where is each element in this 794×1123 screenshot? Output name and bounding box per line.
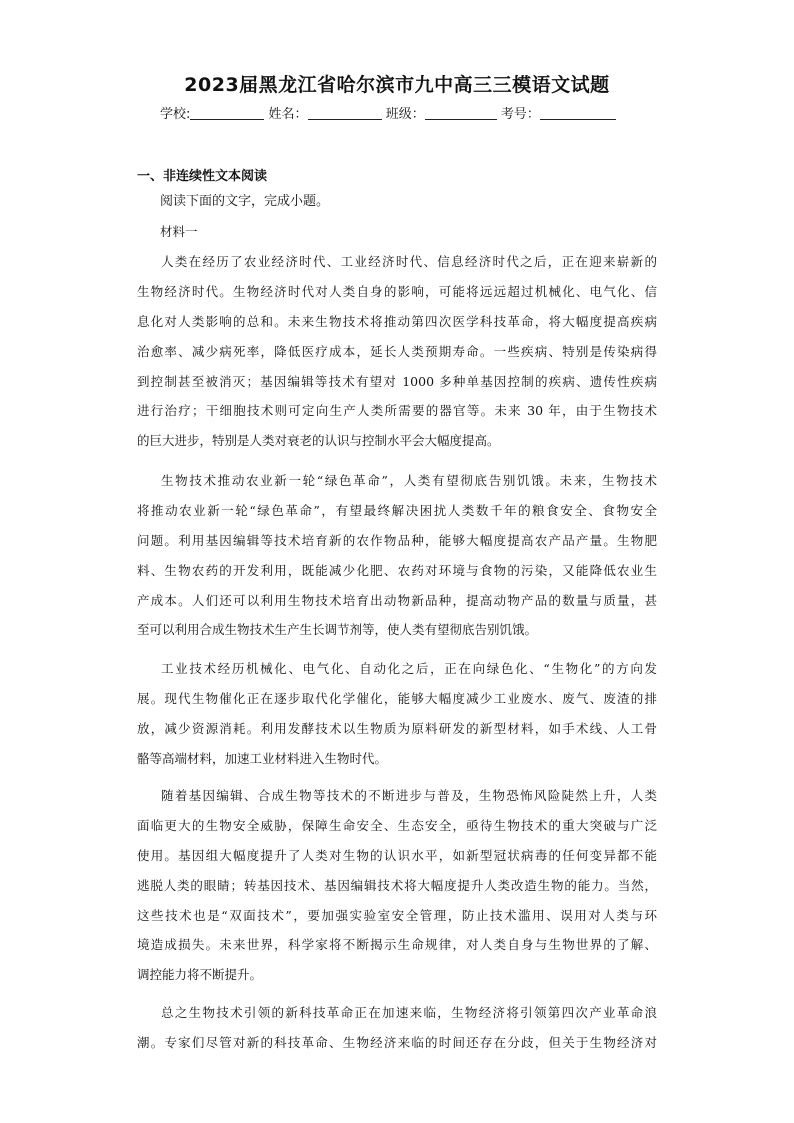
name-label: 姓名： — [268, 107, 308, 122]
text-line: 放，减少资源消耗。利用发酵技术以生物质为原料研发的新型材料，如手术线、人工骨 — [137, 720, 657, 736]
section-heading: 一、非连续性文本阅读 — [137, 169, 268, 184]
class-label: 班级： — [385, 107, 425, 122]
text-line: 潮。专家们尽管对新的科技革命、生物经济来临的时间还存在分歧，但关于生物经济对 — [137, 1034, 657, 1050]
text-line: 使用。基因组大幅度提升了人类对生物的认识水平，如新型冠状病毒的任何变异都不能 — [137, 847, 657, 863]
text-line: 料、生物农药的开发利用，既能减少化肥、农药对环境与食物的污染，又能降低农业生 — [137, 562, 657, 578]
text-line: 人类在经历了农业经济时代、工业经济时代、信息经济时代之后，正在迎来崭新的 — [161, 254, 657, 269]
text-line: 至可以利用合成生物技术生产生长调节剂等，使人类有望彻底告别饥饿。 — [137, 622, 538, 638]
student-info-row — [160, 103, 680, 122]
exam-title: 2023届黑龙江省哈尔滨市九中高三三模语文试题 — [184, 74, 610, 96]
text-line: 逃脱人类的眼睛；转基因技术、基因编辑技术将大幅度提升人类改造生物的能力。当然， — [137, 877, 657, 893]
paragraph-1 — [137, 247, 657, 456]
text-line: 调控能力将不断提升。 — [137, 967, 263, 983]
text-line: 工业技术经历机械化、电气化、自动化之后，正在向绿色化、“生物化”的方向发 — [161, 661, 657, 676]
class-blank[interactable] — [425, 107, 497, 120]
text-line: 随着基因编辑、合成生物等技术的不断进步与普及，生物恐怖风险陡然上升，人类 — [161, 788, 657, 803]
paragraph-3 — [137, 654, 657, 774]
school-blank[interactable] — [190, 107, 264, 120]
text-line: 将推动农业新一轮“绿色革命”，有望最终解决困扰人类数千年的粮食安全、食物安全 — [137, 502, 657, 518]
text-line: 这些技术也是“双面技术”，要加强实验室安全管理，防止技术滥用、误用对人类与环 — [137, 907, 657, 923]
text-line: 产成本。人们还可以利用生物技术培育出动物新品种，提高动物产品的数量与质量，甚 — [137, 592, 657, 608]
text-line: 面临更大的生物安全威胁，保障生命安全、生态安全，亟待生物技术的重大突破与广泛 — [137, 817, 657, 833]
text-line: 息化对人类影响的总和。未来生物技术将推动第四次医学科技革命，将大幅度提高疾病 — [137, 313, 657, 329]
text-line: 问题。利用基因编辑等技术培育新的农作物品种，能够大幅度提高农产品产量。生物肥 — [137, 532, 657, 548]
text-line: 治愈率、减少病死率，降低医疗成本，延长人类预期寿命。一些疾病、特别是传染病得 — [137, 343, 657, 359]
name-blank[interactable] — [308, 107, 382, 120]
text-line: 到控制甚至被消灭；基因编辑等技术有望对 1000 多种单基因控制的疾病、遗传性疾病 — [137, 373, 657, 389]
exam-number-blank[interactable] — [540, 107, 616, 120]
reading-instruction: 阅读下面的文字，完成小题。 — [160, 194, 330, 209]
text-line: 境造成损失。未来世界，科学家将不断揭示生命规律，对人类自身与生物世界的了解、 — [137, 937, 657, 953]
paragraph-2 — [137, 466, 657, 645]
paragraph-4 — [137, 781, 657, 990]
text-line: 进行治疗；干细胞技术则可定向生产人类所需要的器官等。未来 30 年，由于生物技术 — [137, 403, 657, 419]
text-line: 骼等高端材料，加速工业材料进入生物时代。 — [137, 750, 388, 766]
school-label: 学校: — [160, 107, 191, 122]
paragraph-5 — [137, 998, 657, 1058]
text-line: 生物经济时代。生物经济时代对人类自身的影响，可能将远远超过机械化、电气化、信 — [137, 283, 657, 299]
text-line: 总之生物技术引领的新科技革命正在加速来临，生物经济将引领第四次产业革命浪 — [161, 1005, 657, 1020]
material-label: 材料一 — [160, 224, 198, 239]
text-line: 生物技术推动农业新一轮“绿色革命”，人类有望彻底告别饥饿。未来，生物技术 — [161, 473, 657, 488]
text-line: 展。现代生物催化正在逐步取代化学催化，能够大幅度减少工业废水、废气、废渣的排 — [137, 690, 657, 706]
text-line: 的巨大进步，特别是人类对衰老的认识与控制水平会大幅度提高。 — [137, 433, 500, 449]
exam-number-label: 考号： — [500, 107, 540, 122]
